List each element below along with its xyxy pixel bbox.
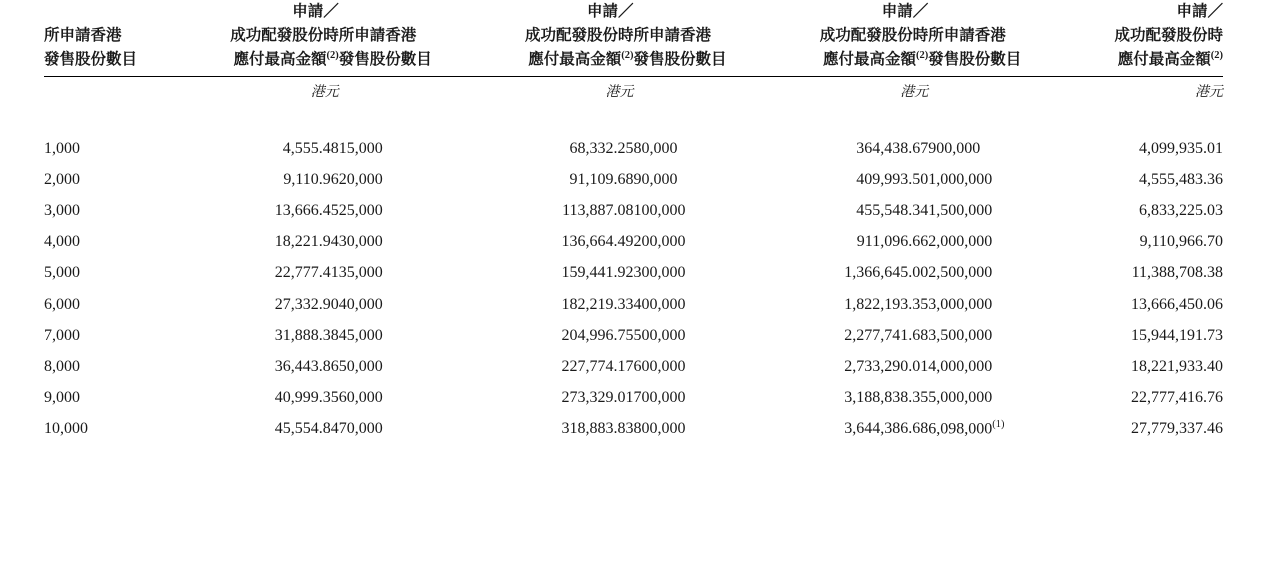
cell-value: 5,000 [44,264,80,282]
currency-cell: 港元 [1195,85,1223,101]
amount-cell [167,257,339,288]
shares-cell [928,195,1051,226]
cell-value: 40,999.35 [274,389,339,407]
shares-cell [44,226,167,257]
cell-value: 700,000 [633,389,686,407]
cell-value: 204,996.75 [561,326,634,344]
header-cell-amount-3 [756,0,928,76]
cell-value: 11,388,708.38 [1131,264,1223,282]
footnote-marker: (1) [992,419,1005,431]
amount-cell [461,133,633,164]
amount-cell [167,289,339,320]
table-row [44,413,1223,445]
cell-value: 182,219.33 [561,295,634,313]
cell-value: 455,548.34 [856,201,929,219]
cell-value: 159,441.92 [561,264,634,282]
cell-value: 22,777,416.76 [1131,389,1223,407]
amount-cell [461,164,633,195]
amount-cell [756,226,928,257]
shares-cell [928,413,1051,445]
table-row [44,320,1223,351]
cell-value: 100,000 [633,201,686,219]
footnote-marker: (2) [621,50,634,62]
cell-value: 13,666,450.06 [1131,295,1223,313]
cell-value: 4,555.48 [282,139,339,157]
currency-cell-blank [339,77,462,104]
shares-cell [633,257,756,288]
table-row [44,289,1223,320]
shares-cell [928,320,1051,351]
cell-value: 1,000,000 [928,170,993,188]
shares-cell [339,226,462,257]
cell-value: 27,779,337.46 [1131,420,1223,438]
cell-value: 27,332.90 [274,295,339,313]
cell-value: 5,000,000 [928,389,993,407]
amount-cell [461,320,633,351]
cell-value: 30,000 [338,233,383,251]
currency-cell-blank [633,77,756,104]
cell-value: 36,443.86 [274,357,339,375]
shares-cell [339,289,462,320]
amount-cell [1051,133,1223,164]
cell-value: 3,000 [44,201,80,219]
amount-cell [167,413,339,445]
cell-value: 2,733,290.01 [844,357,929,375]
amount-cell [461,226,633,257]
header-line: 所申請香港 [928,27,1006,45]
cell-value: 50,000 [338,357,383,375]
shares-cell [928,257,1051,288]
amount-cell [756,382,928,413]
cell-value: 1,822,193.35 [844,295,929,313]
amount-cell [1051,195,1223,226]
table-row [44,164,1223,195]
cell-value: 600,000 [633,357,686,375]
cell-value: 35,000 [338,264,383,282]
cell-value: 4,555,483.36 [1139,170,1223,188]
shares-cell [339,257,462,288]
header-line-text: 應付最高金額 [528,51,622,69]
cell-value: 25,000 [338,201,383,219]
cell-value: 200,000 [633,233,686,251]
amount-cell [167,133,339,164]
shares-cell [633,351,756,382]
shares-cell [44,257,167,288]
amount-cell [756,289,928,320]
cell-value: 9,000 [44,389,80,407]
cell-value: 1,000 [44,139,80,157]
share-application-table [44,0,1223,445]
header-cell-shares-3 [633,0,756,76]
cell-value: 227,774.17 [561,357,634,375]
header-line: 所申請香港 [44,27,122,45]
table-row [44,195,1223,226]
cell-value: 31,888.38 [274,326,339,344]
shares-cell [339,195,462,226]
header-cell-shares-4 [928,0,1051,76]
amount-cell [167,226,339,257]
shares-cell [44,413,167,445]
currency-cell-blank [44,77,167,104]
amount-cell [1051,257,1223,288]
shares-cell [633,289,756,320]
amount-cell [1051,289,1223,320]
cell-value: 364,438.67 [856,139,929,157]
cell-value: 18,221.94 [274,233,339,251]
shares-cell [339,164,462,195]
cell-value: 22,777.41 [274,264,339,282]
cell-value: 10,000 [44,420,88,438]
amount-cell [1051,226,1223,257]
currency-cell: 港元 [310,85,339,101]
cell-value: 91,109.68 [569,170,634,188]
amount-cell [461,257,633,288]
cell-value: 300,000 [633,264,686,282]
shares-cell [928,226,1051,257]
cell-value: 800,000 [633,420,686,438]
header-line-with-note [756,48,928,72]
header-line: 申請／ [292,3,339,20]
cell-value: 2,000,000 [928,233,993,251]
cell-value: 7,000 [44,326,80,344]
cell-value: 2,000 [44,170,80,188]
footnote-marker: (2) [326,50,339,62]
header-cell-amount-4 [1051,0,1223,76]
cell-value: 3,500,000 [928,326,993,344]
cell-value: 911,096.66 [856,233,929,251]
cell-value: 1,366,645.00 [844,264,929,282]
shares-cell [44,195,167,226]
cell-value: 9,110,966.70 [1139,233,1223,251]
header-line: 成功配發股份時 [1114,27,1223,45]
shares-cell [44,351,167,382]
table-header [44,0,1223,133]
currency-cell: 港元 [605,85,634,101]
cell-value: 900,000 [928,139,981,157]
cell-value: 4,000 [44,233,80,251]
cell-value: 3,188,838.35 [844,389,929,407]
cell-value: 273,329.01 [561,389,634,407]
amount-cell [461,195,633,226]
header-cell-amount-1 [167,0,339,76]
shares-cell [44,133,167,164]
shares-cell [633,226,756,257]
cell-value: 4,099,935.01 [1139,139,1223,157]
header-line-with-note [461,48,633,72]
shares-cell [928,164,1051,195]
cell-value: 2,500,000 [928,264,993,282]
amount-cell [1051,382,1223,413]
amount-cell [756,195,928,226]
header-line: 發售股份數目 [338,51,432,69]
cell-value: 6,833,225.03 [1139,201,1223,219]
amount-cell [167,351,339,382]
cell-value: 80,000 [633,139,678,157]
header-line: 申請／ [881,3,929,20]
shares-cell [633,320,756,351]
cell-value: 4,000,000 [928,357,993,375]
cell-value: 6,000 [44,295,80,313]
amount-cell [756,164,928,195]
cell-value: 6,098,000 [928,420,993,438]
table-row [44,257,1223,288]
cell-value: 9,110.96 [283,170,339,188]
cell-value: 1,500,000 [928,201,993,219]
shares-cell [928,351,1051,382]
amount-cell [756,320,928,351]
footnote-marker: (2) [915,50,929,62]
cell-value: 136,664.49 [561,233,634,251]
header-line: 申請／ [1176,3,1223,20]
table-row [44,133,1223,164]
shares-cell [44,289,167,320]
header-line-with-note [167,48,339,72]
cell-value: 45,554.84 [274,420,339,438]
header-line-text: 應付最高金額 [233,51,327,69]
header-spacer-row [44,105,1223,133]
cell-value: 20,000 [338,170,383,188]
amount-cell [461,351,633,382]
cell-value: 318,883.83 [561,420,634,438]
amount-cell [167,382,339,413]
shares-cell [339,320,462,351]
header-row [44,0,1223,76]
header-line: 所申請香港 [338,27,417,45]
cell-value: 409,993.50 [856,170,929,188]
header-line-text: 應付最高金額 [1117,51,1211,69]
currency-cell: 港元 [900,85,929,101]
shares-cell [44,320,167,351]
table-row [44,382,1223,413]
cell-value: 3,644,386.68 [844,420,929,438]
amount-cell [1051,164,1223,195]
table-row [44,351,1223,382]
header-cell-shares-2 [339,0,462,76]
shares-cell [44,382,167,413]
header-line: 發售股份數目 [44,51,138,69]
cell-value: 18,221,933.40 [1131,357,1223,375]
cell-value: 70,000 [338,420,383,438]
amount-cell [461,289,633,320]
amount-cell [461,382,633,413]
shares-cell [339,382,462,413]
shares-cell [633,133,756,164]
header-cell-amount-2 [461,0,633,76]
cell-value: 15,000 [338,139,383,157]
header-line: 成功配發股份時 [230,27,339,45]
shares-cell [928,289,1051,320]
footnote-marker: (2) [1210,50,1223,62]
header-spacer-cell [44,105,1223,133]
amount-cell [461,413,633,445]
table-row [44,226,1223,257]
cell-value: 3,000,000 [928,295,993,313]
cell-value: 90,000 [633,170,678,188]
header-line-text: 應付最高金額 [822,51,916,69]
amount-cell [1051,413,1223,445]
cell-value: 60,000 [338,389,383,407]
header-line: 發售股份數目 [928,51,1022,69]
shares-cell [339,413,462,445]
amount-cell [167,195,339,226]
shares-cell [44,164,167,195]
header-line-with-note [1051,48,1223,72]
header-line: 成功配發股份時 [524,27,634,45]
cell-value: 500,000 [633,326,686,344]
amount-cell [756,257,928,288]
amount-cell [1051,320,1223,351]
amount-cell [167,320,339,351]
table-body [44,133,1223,445]
shares-cell [928,382,1051,413]
cell-value: 13,666.45 [274,201,339,219]
cell-value: 2,277,741.68 [844,326,929,344]
cell-value: 8,000 [44,357,80,375]
amount-cell [756,351,928,382]
cell-value: 68,332.25 [569,139,634,157]
shares-cell [633,164,756,195]
amount-cell [1051,351,1223,382]
header-line: 所申請香港 [633,27,711,45]
amount-cell [167,164,339,195]
currency-row [44,77,1223,104]
shares-cell [339,133,462,164]
currency-cell-blank [928,77,1051,104]
amount-cell [756,413,928,445]
header-line: 申請／ [586,3,634,20]
shares-cell [928,133,1051,164]
cell-value: 40,000 [338,295,383,313]
cell-value: 15,944,191.73 [1131,326,1223,344]
header-line: 成功配發股份時 [819,27,929,45]
shares-cell [633,195,756,226]
amount-cell [756,133,928,164]
cell-value: 400,000 [633,295,686,313]
header-line: 發售股份數目 [633,51,727,69]
cell-value: 113,887.08 [562,201,634,219]
cell-value: 45,000 [338,326,383,344]
shares-cell [339,351,462,382]
shares-cell [633,382,756,413]
header-cell-shares-1 [44,0,167,76]
shares-cell [633,413,756,445]
